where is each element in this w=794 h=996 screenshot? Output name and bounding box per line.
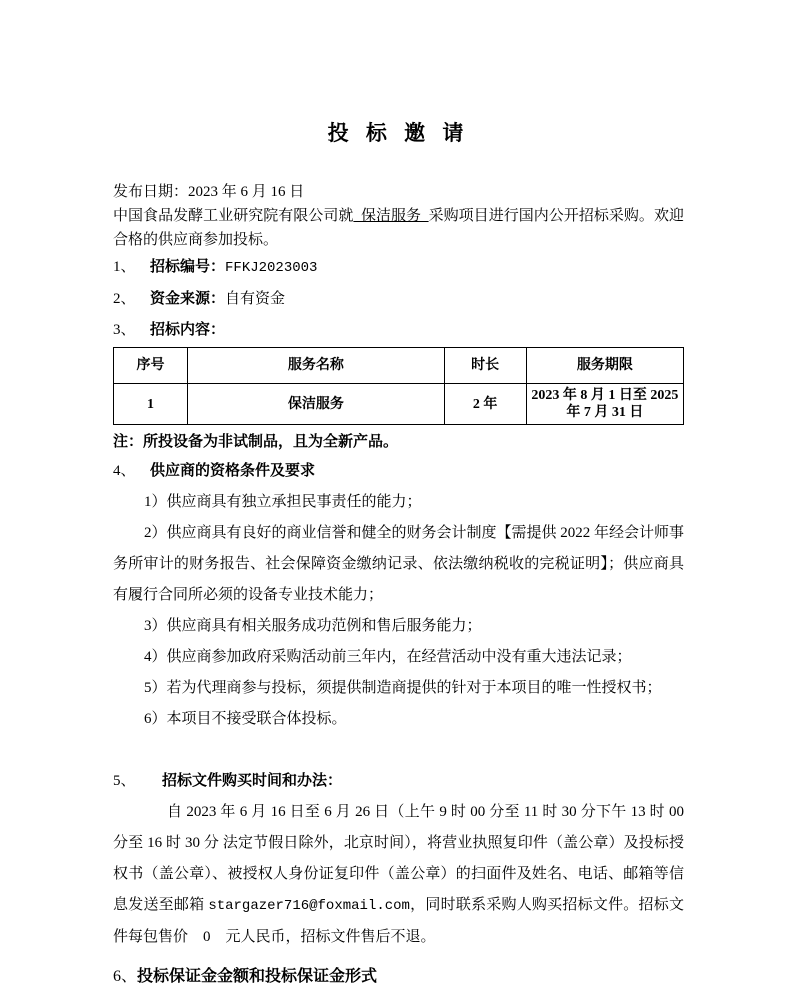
item5-label: 招标文件购买时间和办法： <box>162 773 343 789</box>
item-supplier-qualifications <box>113 456 684 487</box>
qualification-item-6: 6）本项目不接受联合体投标。 <box>144 711 347 727</box>
header-duration: 时长 <box>444 348 526 384</box>
qualification-item-3: 3）供应商具有相关服务成功范例和售后服务能力； <box>144 618 482 634</box>
item2-label: 资金来源： <box>150 291 226 307</box>
header-service-name: 服务名称 <box>188 348 445 384</box>
table-header-row <box>114 348 684 384</box>
note-line: 注：所投设备为非试制品，且为全新产品。 <box>113 434 399 450</box>
qualification-item-4: 4）供应商参加政府采购活动前三年内，在经营活动中没有重大违法记录； <box>144 649 632 665</box>
purchase-paragraph <box>113 797 684 953</box>
purchase-text-after-email: ，同时联系采购人购买招标文件。招标文件每包售价 0 元人民币，招标文件售后不退。 <box>113 897 684 945</box>
item-bid-bond <box>113 961 684 992</box>
item-bid-content <box>113 315 684 346</box>
table-row <box>114 384 684 425</box>
qualification-item-5: 5）若为代理商参与投标，须提供制造商提供的针对于本项目的唯一性授权书； <box>144 680 662 696</box>
qualification-item-2: 2）供应商具有良好的商业信誉和健全的财务会计制度【需提供 2022 年经会计师事务所审计的财务报告、社会保障资金缴纳记录、依法缴纳税收的完税证明】；供应商具有履行合同所必须的设备专业技术能力； <box>113 525 685 603</box>
bid-number-value: FFKJ2023003 <box>225 260 318 276</box>
qualification-list <box>113 487 684 735</box>
purchase-text-before-email: 自 2023 年 6 月 16 日至 6 月 26 日（上午 9 时 00 分至 11 时 30 分下午 13 时 00 分至 16 时 30 分 法定节假日除外，北京时间），将营业执照复印件（盖公章）及投标授权书（盖公章）、被授权人身份证复印件（盖公章）的扫面件及姓名、电话、邮箱等信息发送至邮箱 <box>113 804 684 913</box>
item1-number: 1、 <box>113 259 136 275</box>
contact-email: stargazer716@foxmail.com <box>208 898 410 914</box>
header-seq-no: 序号 <box>114 348 188 384</box>
project-name-underlined: 保洁服务 <box>353 208 429 224</box>
item5-number: 5、 <box>113 773 136 789</box>
cell-duration: 2 年 <box>444 384 526 425</box>
page-title: 投 标 邀 请 <box>327 121 470 145</box>
item6-number: 6、 <box>113 968 138 985</box>
item3-label: 招标内容： <box>150 322 226 338</box>
qualification-item-1: 1）供应商具有独立承担民事责任的能力； <box>144 494 422 510</box>
intro-text-after: 采购项目进行国内公开招标采购。欢迎合格的供应商参加投标。 <box>113 208 684 248</box>
item-fund-source <box>113 284 684 315</box>
intro-paragraph <box>113 204 684 252</box>
header-service-period: 服务期限 <box>526 348 683 384</box>
cell-service-name: 保洁服务 <box>188 384 445 425</box>
fund-source-value: 自有资金 <box>225 291 286 307</box>
item-document-purchase <box>113 766 684 797</box>
item2-number: 2、 <box>113 291 136 307</box>
item6-label: 投标保证金金额和投标保证金形式 <box>137 968 378 985</box>
cell-service-period: 2023 年 8 月 1 日至 2025 年 7 月 31 日 <box>526 384 683 425</box>
cell-seq-no: 1 <box>114 384 188 425</box>
bid-content-table <box>113 347 684 425</box>
item-bid-number <box>113 252 684 284</box>
item1-label: 招标编号： <box>150 259 226 275</box>
intro-text-before: 中国食品发酵工业研究院有限公司就 <box>113 208 354 224</box>
publish-date-line: 发布日期：2023 年 6 月 16 日 <box>113 184 305 200</box>
item3-number: 3、 <box>113 322 136 338</box>
item4-label: 供应商的资格条件及要求 <box>150 463 316 479</box>
item4-number: 4、 <box>113 463 136 479</box>
